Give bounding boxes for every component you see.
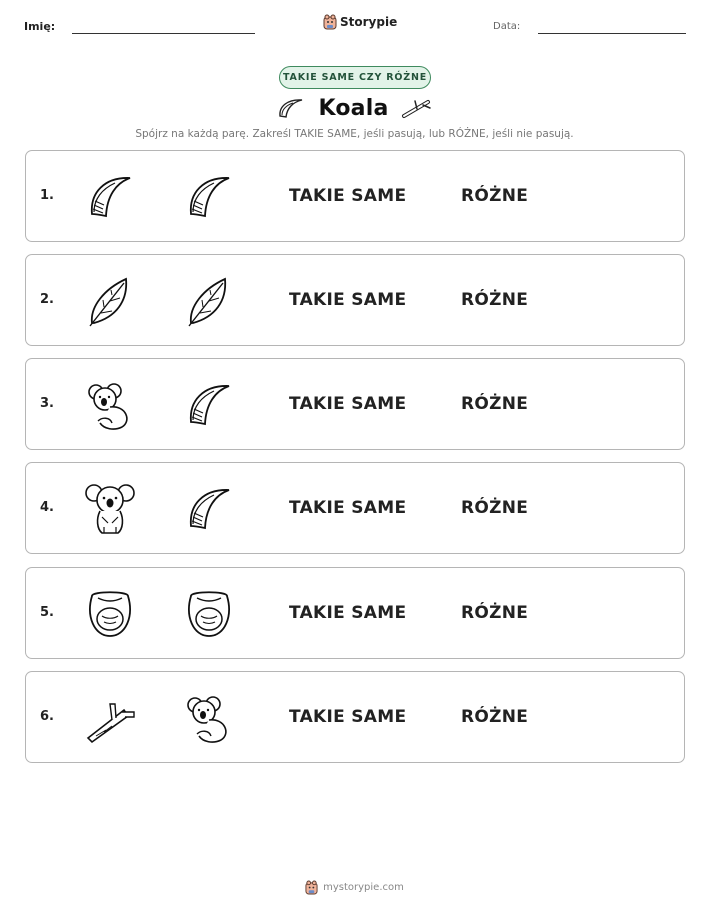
claw-icon — [82, 169, 138, 225]
question-row-6 — [25, 671, 685, 763]
row-number: 1. — [40, 188, 54, 203]
claw-icon — [181, 169, 237, 225]
name-line[interactable] — [72, 33, 255, 34]
row-number: 5. — [40, 605, 54, 620]
name-label: Imię: — [24, 20, 56, 33]
brand-logo — [323, 14, 397, 30]
page-title: Koala — [318, 95, 389, 121]
koala-sitting-icon — [82, 481, 138, 537]
option-same[interactable]: TAKIE SAME — [289, 394, 407, 414]
question-row-3 — [25, 358, 685, 450]
question-row-5 — [25, 567, 685, 659]
row-number: 3. — [40, 396, 54, 411]
option-different[interactable]: RÓŻNE — [461, 707, 529, 727]
date-label: Data: — [493, 21, 521, 32]
date-line[interactable] — [538, 33, 686, 34]
instructions-text: Spójrz na każdą parę. Zakreśl TAKIE SAME, jeśli pasują, lub RÓŻNE, jeśli nie pasują. — [135, 128, 574, 140]
branch-icon — [401, 97, 433, 119]
option-same[interactable]: TAKIE SAME — [289, 707, 407, 727]
question-row-4 — [25, 462, 685, 554]
storypie-mascot-icon — [323, 14, 337, 30]
option-different[interactable]: RÓŻNE — [461, 394, 529, 414]
footer — [0, 880, 709, 895]
claw-icon — [276, 96, 306, 120]
brand-name: Storypie — [340, 15, 398, 29]
koala-climbing-icon — [181, 690, 237, 746]
option-same[interactable]: TAKIE SAME — [289, 498, 407, 518]
option-different[interactable]: RÓŻNE — [461, 290, 529, 310]
storypie-mascot-icon — [305, 880, 318, 895]
option-same[interactable]: TAKIE SAME — [289, 603, 407, 623]
koala-climbing-icon — [82, 377, 138, 433]
option-different[interactable]: RÓŻNE — [461, 603, 529, 623]
footer-url[interactable]: mystorypie.com — [323, 882, 404, 893]
claw-icon — [181, 481, 237, 537]
question-row-1 — [25, 150, 685, 242]
row-number: 4. — [40, 500, 54, 515]
leaf-icon — [82, 273, 138, 329]
claw-icon — [181, 377, 237, 433]
leaf-icon — [181, 273, 237, 329]
option-different[interactable]: RÓŻNE — [461, 186, 529, 206]
option-different[interactable]: RÓŻNE — [461, 498, 529, 518]
option-same[interactable]: TAKIE SAME — [289, 186, 407, 206]
row-number: 6. — [40, 709, 54, 724]
branch-icon — [82, 690, 138, 746]
title-row — [0, 92, 709, 124]
question-row-2 — [25, 254, 685, 346]
pouch-icon — [181, 586, 237, 642]
option-same[interactable]: TAKIE SAME — [289, 290, 407, 310]
row-number: 2. — [40, 292, 54, 307]
worksheet-type-badge: TAKIE SAME CZY RÓŻNE — [279, 66, 431, 89]
pouch-icon — [82, 586, 138, 642]
